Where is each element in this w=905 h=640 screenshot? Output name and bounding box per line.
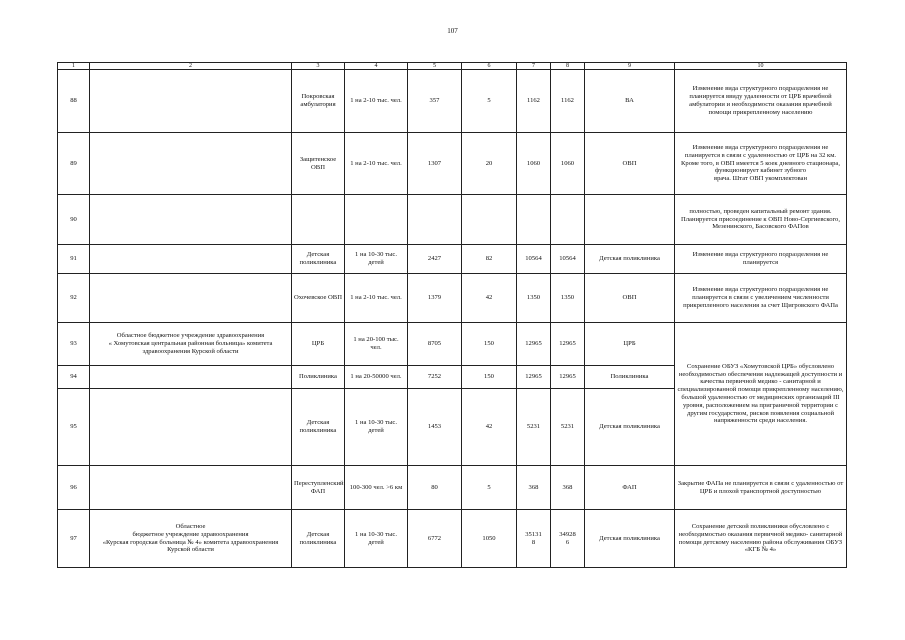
unit-type-cell: Поликлиника (292, 366, 345, 389)
value-cell: 1350 (551, 274, 585, 323)
organization-line: Областное (175, 522, 206, 530)
value-cell: 1060 (551, 133, 585, 195)
value-cell: 42 (462, 274, 517, 323)
table-row (58, 245, 847, 274)
unit-kind-cell: Детская поликлиника (585, 245, 675, 274)
table-row (58, 195, 847, 245)
value-cell (551, 510, 585, 568)
value-cell: 20 (462, 133, 517, 195)
header-cell: 6 (462, 63, 517, 70)
table-row (58, 466, 847, 510)
value-line: 8 (531, 538, 536, 546)
organization-cell (90, 366, 292, 389)
value-cell: 1162 (551, 70, 585, 133)
header-cell: 8 (551, 63, 585, 70)
table-row (58, 323, 847, 366)
value-cell: 150 (462, 323, 517, 366)
organization-cell (90, 133, 292, 195)
unit-kind-cell: ФАП (585, 466, 675, 510)
row-number: 88 (58, 70, 90, 133)
note-line: врача. Штат ОВП укомплектован (713, 175, 808, 183)
value-cell: 12965 (517, 366, 551, 389)
header-cell: 2 (90, 63, 292, 70)
value-cell: 2427 (408, 245, 462, 274)
unit-type-cell: Детская поликлиника (292, 510, 345, 568)
page-number: 107 (447, 27, 458, 35)
norm-cell: 1 на 2-10 тыс. чел. (345, 274, 408, 323)
value-cell: 42 (462, 389, 517, 466)
unit-type-cell: Детская поликлиника (292, 389, 345, 466)
value-cell: 5 (462, 466, 517, 510)
organization-cell (90, 70, 292, 133)
value-cell: 1060 (517, 133, 551, 195)
row-number: 91 (58, 245, 90, 274)
norm-cell: 1 на 20-100 тыс. чел. (345, 323, 408, 366)
organization-cell (90, 274, 292, 323)
value-cell: 12965 (517, 323, 551, 366)
organization-cell (90, 510, 292, 568)
note-cell (675, 133, 847, 195)
norm-cell: 100-300 чел. >6 км (345, 466, 408, 510)
value-cell: 5231 (517, 389, 551, 466)
table-row (58, 133, 847, 195)
row-number: 93 (58, 323, 90, 366)
organization-line: «Курская городская больница № 4» комитета здравоохранения (102, 538, 279, 546)
row-number: 95 (58, 389, 90, 466)
value-line: 6 (565, 538, 570, 546)
norm-cell: 1 на 10-30 тыс. детей (345, 510, 408, 568)
organization-cell (90, 466, 292, 510)
table-row (58, 70, 847, 133)
organization-cell (90, 195, 292, 245)
note-cell: Закрытие ФАПа не планируется в связи с удаленностью от ЦРБ и плохой транспортной доступностью (675, 466, 847, 510)
value-cell: 12965 (551, 366, 585, 389)
value-cell: 5231 (551, 389, 585, 466)
value-cell: 8705 (408, 323, 462, 366)
unit-kind-cell: ОВП (585, 133, 675, 195)
row-number: 94 (58, 366, 90, 389)
header-cell: 5 (408, 63, 462, 70)
norm-cell: 1 на 20-50000 чел. (345, 366, 408, 389)
unit-kind-cell: Поликлиника (585, 366, 675, 389)
norm-cell (345, 195, 408, 245)
row-number: 90 (58, 195, 90, 245)
value-cell: 7252 (408, 366, 462, 389)
value-cell (551, 195, 585, 245)
organization-line: Областное бюджетное учреждение здравоохранения (116, 332, 265, 340)
header-cell: 10 (675, 63, 847, 70)
note-cell: Сохранение ОБУЗ «Хомутовской ЦРБ» обусловлено необходимостью обеспечения надлежащей доступности и качества первичной медико - санитарной и специализированной помощи прикрепленному населению, большой удаленностью от медицинских организаций III уровня, расположением на приграничной территории с другим государством, рисков появления социальной напряженности среди населения. (675, 323, 847, 466)
unit-kind-cell: Детская поликлиника (585, 389, 675, 466)
unit-type-cell: Покровская амбулатория (292, 70, 345, 133)
unit-type-cell: Переступленский ФАП (292, 466, 345, 510)
row-number: 92 (58, 274, 90, 323)
value-cell: 6772 (408, 510, 462, 568)
row-number: 97 (58, 510, 90, 568)
value-cell: 82 (462, 245, 517, 274)
unit-kind-cell: ВА (585, 70, 675, 133)
value-cell: 357 (408, 70, 462, 133)
norm-cell: 1 на 2-10 тыс. чел. (345, 133, 408, 195)
organization-line: бюджетное учреждение здравоохранения (132, 530, 249, 538)
value-cell: 1453 (408, 389, 462, 466)
value-cell: 368 (517, 466, 551, 510)
value-cell: 1307 (408, 133, 462, 195)
value-cell: 1350 (517, 274, 551, 323)
value-cell: 80 (408, 466, 462, 510)
header-cell: 7 (517, 63, 551, 70)
note-cell: Изменение вида структурного подразделения не планируется в связи с увеличением численности прикрепленного населения за счет Щигровского ФАПа (675, 274, 847, 323)
note-cell: полностью, проведен капитальный ремонт здания. Планируется присоединение к ОВП Ново-Сергиевского, Мезенинского, Басовского ФАПов (675, 195, 847, 245)
value-line: 34928 (559, 530, 576, 538)
norm-cell: 1 на 10-30 тыс. детей (345, 245, 408, 274)
value-line: 35131 (525, 530, 542, 538)
value-cell: 368 (551, 466, 585, 510)
header-cell: 4 (345, 63, 408, 70)
value-cell: 12965 (551, 323, 585, 366)
header-cell: 9 (585, 63, 675, 70)
data-table (57, 62, 847, 568)
unit-kind-cell: ЦРБ (585, 323, 675, 366)
value-cell: 150 (462, 366, 517, 389)
organization-line: Курской области (167, 546, 214, 554)
note-line: Изменение вида структурного подразделения не планируется в связи с удаленностью от ЦРБ на 32 км. Кроме того, в ОВП имеется 5 коек дневного стационара, функционирует кабинет зубного (681, 144, 840, 175)
organization-cell (90, 323, 292, 366)
value-cell (517, 510, 551, 568)
organization-cell (90, 389, 292, 466)
norm-cell: 1 на 10-30 тыс. детей (345, 389, 408, 466)
table-row (58, 274, 847, 323)
value-cell: 1050 (462, 510, 517, 568)
unit-kind-cell (585, 195, 675, 245)
header-cell: 1 (58, 63, 90, 70)
organization-line: « Хомутовская центральная районная больница» комитета здравоохранения Курской области (108, 340, 273, 355)
row-number: 96 (58, 466, 90, 510)
table-row (58, 510, 847, 568)
unit-type-cell: Защитенское ОВП (292, 133, 345, 195)
organization-cell (90, 245, 292, 274)
unit-kind-cell: Детская поликлиника (585, 510, 675, 568)
unit-type-cell: ЦРБ (292, 323, 345, 366)
unit-kind-cell: ОВП (585, 274, 675, 323)
value-cell (517, 195, 551, 245)
value-cell: 1162 (517, 70, 551, 133)
value-cell: 10564 (551, 245, 585, 274)
table-header-row (58, 63, 847, 70)
value-cell: 10564 (517, 245, 551, 274)
note-cell: Изменение вида структурного подразделения не планируется (675, 245, 847, 274)
unit-type-cell: Охочевское ОВП (292, 274, 345, 323)
norm-cell: 1 на 2-10 тыс. чел. (345, 70, 408, 133)
header-cell: 3 (292, 63, 345, 70)
value-cell (408, 195, 462, 245)
value-cell: 5 (462, 70, 517, 133)
row-number: 89 (58, 133, 90, 195)
value-cell: 1379 (408, 274, 462, 323)
value-cell (462, 195, 517, 245)
note-cell: Изменение вида структурного подразделения не планируется ввиду удаленности от ЦРБ врачебной амбулатории и необходимости оказания врачебной помощи прикрепленному населению (675, 70, 847, 133)
note-cell: Сохранение детской поликлиники обусловлено с необходимостью оказания первичной медико- санитарной помощи детскому населению района обслуживания ОБУЗ «КГБ № 4» (675, 510, 847, 568)
unit-type-cell (292, 195, 345, 245)
unit-type-cell: Детская поликлиника (292, 245, 345, 274)
